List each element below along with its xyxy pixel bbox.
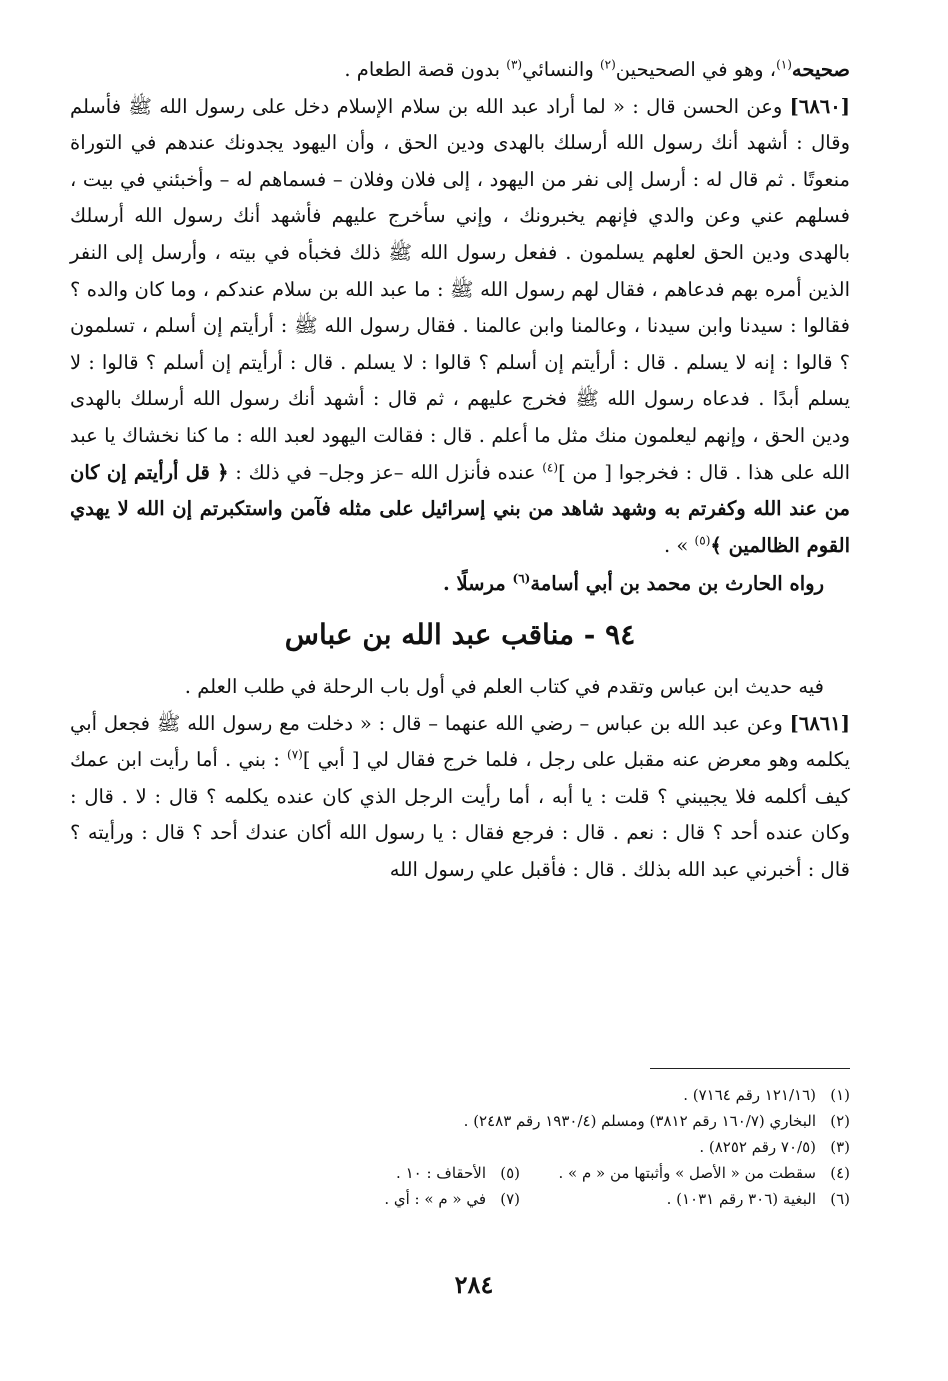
top-line-text-2: والنسائي bbox=[522, 58, 600, 81]
narrator-text: مرسلًا . bbox=[442, 572, 513, 596]
top-line bbox=[70, 52, 850, 89]
quran-verse: ﴿ قل أرأيتم إن كان من عند الله وكفرتم به وشهد شاهد من بني إسرائيل على مثله فآمن واستكبرتم إن الله لا يهدي القوم الظالمين ﴾ bbox=[70, 460, 850, 557]
narrator-line bbox=[70, 566, 850, 603]
footnote-row bbox=[130, 1108, 850, 1134]
footnote-6: (٦)البغية (٣٠٦ رقم ١٠٣١) . bbox=[666, 1190, 850, 1208]
page-number: ٢٨٤ bbox=[454, 1270, 494, 1299]
footnote-ref-7: (٧) bbox=[287, 747, 303, 762]
footnote-ref-3: (٣) bbox=[506, 57, 523, 72]
top-line-bold-word: صحيحه bbox=[791, 58, 850, 81]
footnote-5: (٥)الأحقاف : ١٠ . bbox=[396, 1164, 520, 1182]
footnote-ref-6: (٦) bbox=[512, 571, 531, 586]
footnote-row bbox=[130, 1082, 850, 1108]
footnote-7: (٧)في « م » : أي . bbox=[384, 1190, 520, 1208]
footnote-separator bbox=[650, 1068, 850, 1069]
narrator-text: رواه الحارث بن محمد بن أبي أسامة bbox=[530, 572, 824, 596]
chapter-intro: فيه حديث ابن عباس وتقدم في كتاب العلم في أول باب الرحلة في طلب العلم . bbox=[184, 674, 824, 698]
footnote-ref-2: (٢) bbox=[599, 57, 616, 72]
hadith-6860 bbox=[70, 89, 850, 565]
hadith-text: » . bbox=[664, 533, 695, 557]
main-text bbox=[70, 52, 850, 888]
footnote-ref-5: (٥) bbox=[694, 533, 711, 548]
footnote-4: (٤)سقطت من « الأصل » وأثبتها من « م » . bbox=[558, 1164, 850, 1182]
footnote-row bbox=[130, 1160, 850, 1186]
top-line-text-3: بدون قصة الطعام . bbox=[344, 58, 507, 81]
footnote-2: (٢)البخاري (١٦٠/٧ رقم ٣٨١٢) ومسلم (١٩٣٠/٤ رقم ٢٤٨٣) . bbox=[463, 1112, 850, 1130]
footnote-ref-4: (٤) bbox=[542, 460, 559, 475]
footnote-1: (١)(١٢١/١٦ رقم ٧١٦٤) . bbox=[683, 1086, 850, 1104]
footnote-row bbox=[130, 1186, 850, 1212]
footnote-3: (٣)(٧٠/٥ رقم ٨٢٥٢) . bbox=[699, 1138, 850, 1156]
hadith-text: وعن عبد الله بن عباس – رضي الله عنهما – قال : « دخلت مع رسول الله ﷺ فجعل أبي يكلمه وهو معرض عنه مقبل على رجل ، فلما خرج فقال لي [ أبي ] bbox=[70, 711, 850, 772]
hadith-number: [٦٨٦٠] bbox=[789, 94, 850, 118]
footnotes bbox=[130, 1082, 850, 1212]
chapter-title: ٩٤ - مناقب عبد الله بن عباس bbox=[284, 617, 636, 651]
hadith-text: : بني . أما رأيت ابن عمك كيف أكلمه فلا يجيبني ؟ قلت : يا أبه ، أما رأيت الرجل الذي كان عنده يكلمه ؟ قال : لا . قال : وكان عنده أحد ؟ قال : نعم . قال : فرجع فقال : يا رسول الله أكان عندك أحد ؟ قال : ورأيته ؟ قال : أخبرني عبد الله بذلك . قال : فأقبل علي رسول الله bbox=[70, 748, 850, 881]
top-line-text-1: ، وهو في الصحيحين bbox=[615, 58, 777, 81]
hadith-6861 bbox=[70, 706, 850, 889]
hadith-number: [٦٨٦١] bbox=[789, 711, 850, 735]
hadith-text: وعن الحسن قال : « لما أراد عبد الله بن سلام الإسلام دخل على رسول الله ﷺ فأسلم وقال : أشهد أنك رسول الله أرسلك بالهدى ودين الحق ، وأن اليهود يجدونك عندهم في التوراة منعوتًا . ثم قال له : أرسل إلى نفر من اليهود ، إلى فلان وفلان – فسماهم له – وأخبئني في بيت ، فسلهم عني وعن والدي فإنهم يخبرونك ، وإني سأخرج عليهم فأشهد أنك رسول الله أرسلك بالهدى ودين الحق لعلهم يسلمون . ففعل رسول الله ﷺ ذلك فخبأه في بيته ، وأرسل إلى النفر الذين أمره بهم فدعاهم ، فقال لهم رسول الله ﷺ : ما عبد الله بن سلام عندكم ، وما كان والده ؟ فقالوا : سيدنا وابن سيدنا ، وعالمنا وابن عالمنا . فقال رسول الله ﷺ : أرأيتم إن أسلم ، تسلمون ؟ قالوا : إنه لا يسلم . قال : أرأيتم إن أسلم ؟ قالوا : لا يسلم . قال : أرأيتم إن أسلم ؟ قالوا : لا يسلم أبدًا . فدعاه رسول الله ﷺ فخرج عليهم ، ثم قال : أشهد أنك رسول الله أرسلك بالهدى ودين الحق ، وإنهم ليعلمون منك مثل ما أعلم . قال : فقالت اليهود لعبد الله : ما كنا نخشاك يا عبد الله على هذا . قال : فخرجوا [ من ] bbox=[70, 94, 851, 484]
footnote-ref-1: (١) bbox=[776, 57, 792, 72]
footnote-row bbox=[130, 1134, 850, 1160]
hadith-text: عنده فأنزل الله –عز وجل– في ذلك : bbox=[228, 460, 543, 484]
